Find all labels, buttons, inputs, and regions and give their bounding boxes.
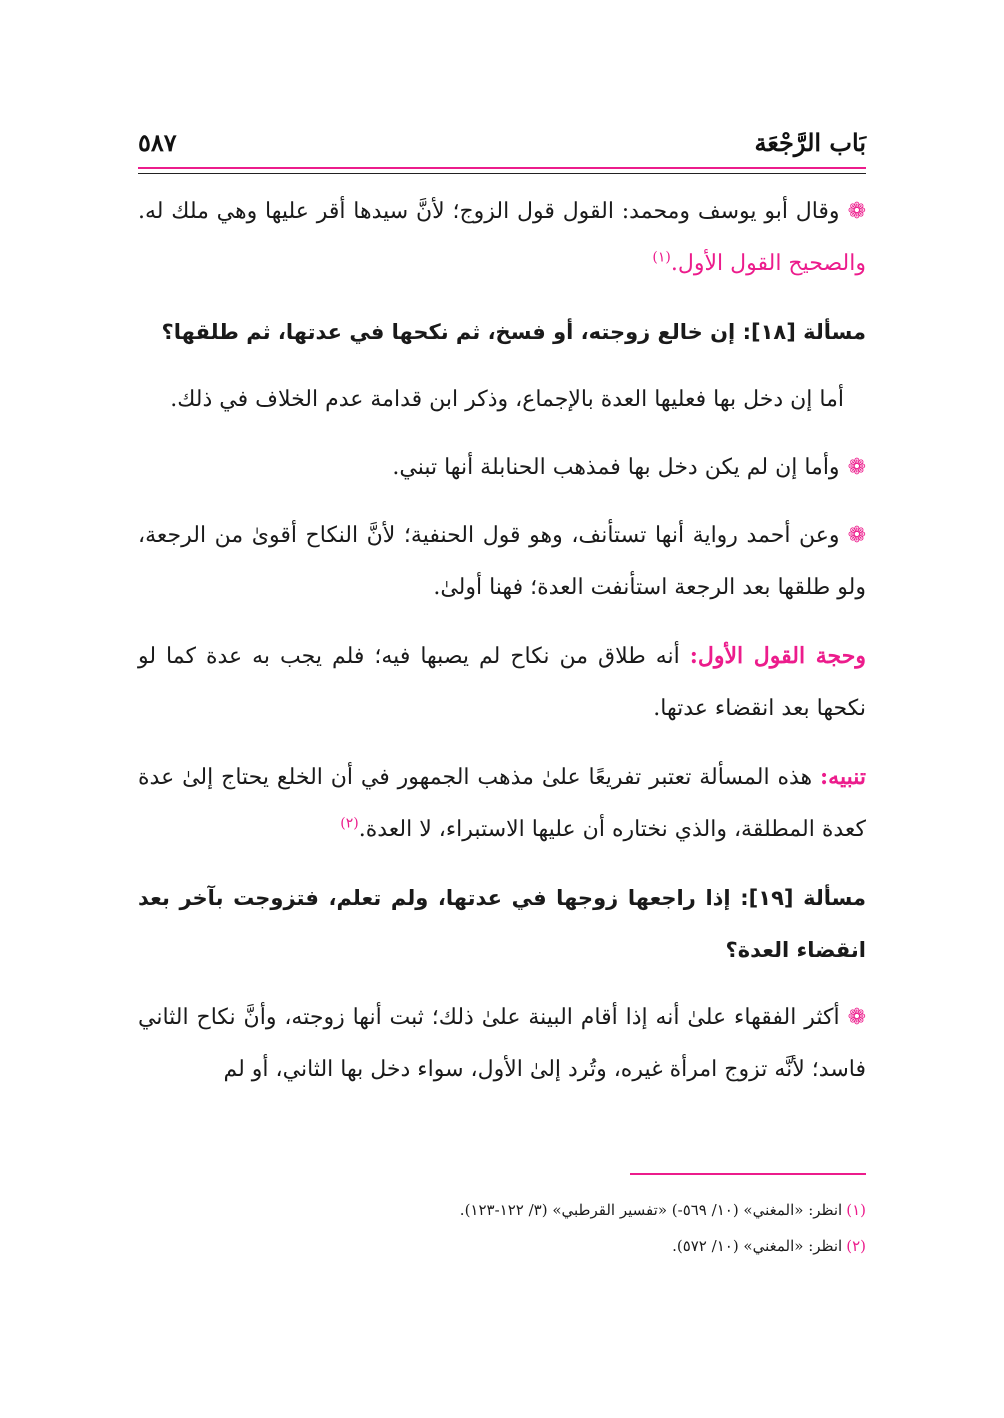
paragraph-text: هذه المسألة تعتبر تفريعًا علىٰ مذهب الجمهور في أن الخلع يحتاج إلىٰ عدة كعدة المطلقة، والذي نختاره أن عليها الاستبراء، لا العدة. bbox=[138, 765, 866, 842]
paragraph-text: أنه طلاق من نكاح لم يصبها فيه؛ فلم يجب به عدة كما لو نكحها بعد انقضاء عدتها. bbox=[138, 644, 866, 721]
issue-title: إذا راجعها زوجها في عدتها، ولم تعلم، فتزوجت بآخر بعد انقضاء العدة؟ bbox=[138, 886, 866, 962]
flower-bullet-icon: ❁ bbox=[847, 1005, 866, 1030]
page-header bbox=[138, 118, 866, 164]
paragraph-note bbox=[138, 751, 866, 856]
issue-label: مسألة [١٩]: bbox=[740, 886, 866, 910]
flower-bullet-icon: ❁ bbox=[847, 199, 866, 224]
footnote-text: انظر: «المغني» (١٠/ ٥٧٢). bbox=[672, 1237, 843, 1255]
header-rule-accent bbox=[138, 167, 866, 169]
highlight-text: والصحيح القول الأول. bbox=[670, 251, 866, 276]
footnote-2 bbox=[138, 1228, 866, 1264]
paragraph-text: أكثر الفقهاء علىٰ أنه إذا أقام البينة علىٰ ذلك؛ ثبت أنها زوجته، وأنَّ نكاح الثاني فاسد؛ لأنَّه تزوج امرأة غيره، وتُرد إلىٰ الأول، سواء دخل بها الثاني، أو لم bbox=[138, 1005, 866, 1082]
footnote-number: (١) bbox=[846, 1201, 866, 1219]
footnote-ref: (١) bbox=[652, 249, 671, 266]
page-number: ٥٨٧ bbox=[138, 128, 177, 157]
paragraph-ijma: أما إن دخل بها فعليها العدة بالإجماع، وذكر ابن قدامة عدم الخلاف في ذلك. bbox=[170, 387, 844, 412]
flower-bullet-icon: ❁ bbox=[847, 523, 866, 548]
note-label: تنبيه: bbox=[820, 764, 866, 790]
chapter-title: بَاب الرَّجْعَة bbox=[754, 128, 866, 157]
header-rule-dark bbox=[138, 173, 866, 174]
footnote-ref: (٢) bbox=[340, 815, 359, 832]
footnote-text: انظر: «المغني» (١٠/ ٥٦٩-) «تفسير القرطبي» (٣/ ١٢٢-١٢٣). bbox=[459, 1201, 843, 1219]
paragraph-abu-yusuf bbox=[138, 186, 866, 290]
paragraph-hanabila bbox=[138, 442, 866, 494]
issue-18-heading bbox=[138, 306, 866, 358]
evidence-label: وحجة القول الأول: bbox=[689, 643, 866, 669]
footnote-separator bbox=[630, 1173, 866, 1175]
paragraph-text: وأما إن لم يكن دخل بها فمذهب الحنابلة أنها تبني. bbox=[392, 455, 840, 480]
issue-title: إن خالع زوجته، أو فسخ، ثم نكحها في عدتها، ثم طلقها؟ bbox=[161, 320, 736, 344]
footnote-number: (٢) bbox=[846, 1237, 866, 1255]
paragraph-ahmad bbox=[138, 510, 866, 614]
paragraph-text: وقال أبو يوسف ومحمد: القول قول الزوج؛ لأنَّ سيدها أقر عليها وهي ملك له. bbox=[138, 199, 840, 224]
paragraph-first-opinion-evidence bbox=[138, 630, 866, 735]
flower-bullet-icon: ❁ bbox=[847, 455, 866, 480]
page-body bbox=[138, 186, 866, 1096]
paragraph-text: وعن أحمد رواية أنها تستأنف، وهو قول الحنفية؛ لأنَّ النكاح أقوىٰ من الرجعة، ولو طلقها بعد الرجعة استأنفت العدة؛ فهنا أولىٰ. bbox=[138, 523, 866, 600]
footnote-1 bbox=[138, 1192, 866, 1228]
paragraph-majority bbox=[138, 992, 866, 1096]
issue-label: مسألة [١٨]: bbox=[742, 320, 866, 344]
issue-19-heading bbox=[138, 872, 866, 976]
footnotes bbox=[138, 1192, 866, 1264]
